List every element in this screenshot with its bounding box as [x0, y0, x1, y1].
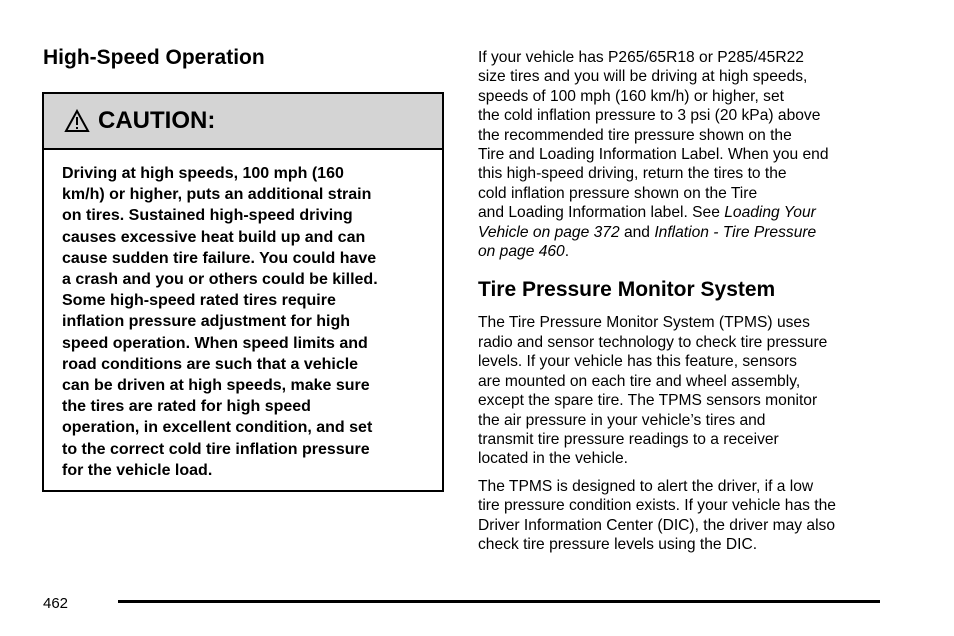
caution-line: Driving at high speeds, 100 mph (160 — [62, 165, 344, 182]
text-line: speeds of 100 mph (160 km/h) or higher, set — [478, 87, 784, 105]
caution-line: km/h) or higher, puts an additional strain — [62, 186, 372, 204]
text-fragment: and Loading Information label. See — [478, 204, 725, 222]
caution-box — [42, 92, 444, 492]
text-line: Tire and Loading Information Label. When you end — [478, 146, 829, 164]
text-line: except the spare tire. The TPMS sensors monitor — [478, 392, 818, 410]
text-fragment: . — [564, 243, 570, 261]
caution-line: Some high-speed rated tires require — [62, 292, 336, 310]
text-line: If your vehicle has P265/65R18 or P285/45R22 — [478, 49, 804, 66]
right-column — [478, 48, 898, 554]
warning-triangle-icon — [64, 109, 90, 133]
caution-line: operation, in excellent condition, and set — [62, 419, 373, 437]
text-line: transmit tire pressure readings to a receiver — [478, 430, 779, 448]
text-line: the air pressure in your vehicle’s tires and — [478, 411, 766, 429]
text-line: levels. If your vehicle has this feature, sensors — [478, 353, 797, 371]
cross-reference-inflation-page[interactable]: on page 460 — [478, 243, 565, 261]
section-heading-tpms: Tire Pressure Monitor System — [478, 278, 776, 302]
caution-line: speed operation. When speed limits and — [62, 334, 368, 352]
text-line — [478, 242, 898, 261]
text-line: The Tire Pressure Monitor System (TPMS) uses — [478, 314, 810, 332]
caution-line: cause sudden tire failure. You could have — [62, 249, 377, 267]
text-line: The TPMS is designed to alert the driver, if a low — [478, 477, 814, 495]
caution-line: the tires are rated for high speed — [62, 398, 311, 416]
caution-line: to the correct cold tire inflation pressure — [62, 440, 370, 458]
cross-reference-loading[interactable]: Loading Your — [724, 204, 816, 222]
text-line: size tires and you will be driving at high speeds, — [478, 68, 808, 86]
text-line: the recommended tire pressure shown on the — [478, 126, 792, 144]
paragraph-tpms-alert — [478, 477, 898, 555]
caution-line: can be driven at high speeds, make sure — [62, 377, 370, 395]
caution-line: inflation pressure adjustment for high — [62, 313, 351, 331]
caution-line: road conditions are such that a vehicle — [62, 355, 359, 373]
text-fragment: and — [619, 223, 655, 241]
text-line — [478, 203, 898, 222]
paragraph-tpms-intro — [478, 313, 898, 468]
text-line: this high-speed driving, return the tires to the — [478, 165, 787, 183]
caution-line: causes excessive heat build up and can — [62, 228, 366, 246]
text-line: located in the vehicle. — [478, 450, 628, 468]
text-line: radio and sensor technology to check tire pressure — [478, 333, 828, 351]
text-line — [478, 223, 898, 242]
cross-reference-loading-page[interactable]: Vehicle on page 372 — [478, 223, 620, 241]
cross-reference-inflation[interactable]: Inflation - Tire Pressure — [654, 223, 817, 241]
text-line: the cold inflation pressure to 3 psi (20 kPa) above — [478, 107, 821, 125]
text-line: check tire pressure levels using the DIC. — [478, 535, 758, 553]
text-line: Driver Information Center (DIC), the driver may also — [478, 516, 836, 534]
paragraph-high-speed-pressure — [478, 48, 898, 261]
caution-line: for the vehicle load. — [62, 461, 213, 479]
text-line: cold inflation pressure shown on the Tire — [478, 184, 758, 202]
text-line: are mounted on each tire and wheel assembly, — [478, 372, 801, 390]
caution-header — [44, 94, 442, 150]
caution-title: CAUTION: — [98, 107, 216, 134]
caution-line: on tires. Sustained high-speed driving — [62, 207, 353, 225]
caution-line: a crash and you or others could be killed. — [62, 271, 378, 289]
page-number: 462 — [43, 595, 69, 612]
section-heading-high-speed: High-Speed Operation — [43, 46, 265, 69]
caution-text — [44, 150, 442, 481]
footer-rule — [118, 600, 880, 603]
text-line: tire pressure condition exists. If your vehicle has the — [478, 497, 836, 515]
